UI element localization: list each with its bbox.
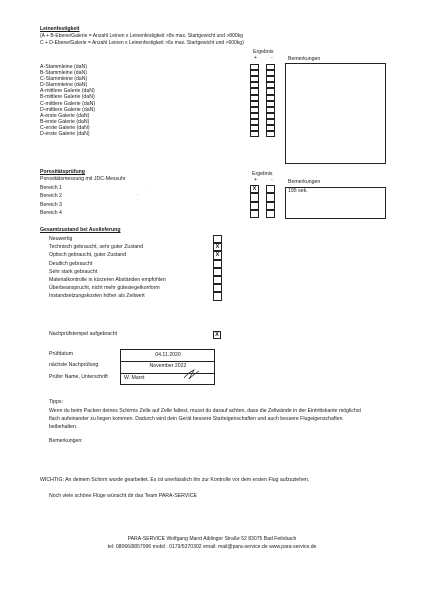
gesamt-item: Technisch gebraucht, sehr guter Zustand: [49, 244, 144, 251]
porositaet-plus-checkbox[interactable]: [250, 202, 259, 210]
gesamt-item: Deutlich gebraucht: [49, 260, 93, 267]
measurement-dots: ·: [147, 188, 149, 193]
porositaet-plus-checkbox[interactable]: [250, 193, 259, 201]
leinen-row: D-erste Galerie (daN): [40, 131, 90, 138]
leinen-row: D-Stammleine (daN): [40, 82, 88, 89]
section-title-gesamtzustand: Gesamtzustand bei Auslieferung: [40, 227, 121, 233]
tipps-title: Tipps:: [49, 399, 63, 405]
footer-address: PARA-SERVICE Wolfgang Marxt Aiblinger Straße 52 83075 Bad Feilnbach: [127, 536, 297, 542]
leinen-row: C-erste Galerie (daN): [40, 124, 90, 131]
porositaet-subtitle: Porositätsmessung mit JDC-Messuhr: [40, 176, 126, 182]
gesamt-checkbox[interactable]: [213, 276, 222, 284]
pruefer-name-value[interactable]: W. Marxt: [124, 375, 145, 381]
porositaet-plus-checkbox[interactable]: [250, 210, 259, 218]
formula-cd: C + D-Ebene/Galerie = Anzahl Leinen x Leinenfestigkeit >6x max. Startgewicht und >600kg): [40, 40, 244, 46]
leinen-row: B-mittlere Galerie (daN): [40, 94, 95, 101]
tipps-text-line: beibehalten.: [49, 424, 78, 430]
greeting-text: Noch viele schöne Flüge wünscht dir das Team PARA-SERVICE: [49, 493, 197, 499]
gesamt-item: Überbeansprucht, nicht mehr gütesiegelkonform: [49, 285, 160, 292]
stempel-label: Nachprüfstempel aufgebracht: [49, 331, 118, 337]
formula-ab: (A + B-Ebene/Galerie = Anzahl Leinen x Leinenfestigkeit >8x max. Startgewicht und >800kg: [40, 33, 243, 39]
gesamt-item: Neuwertig: [49, 236, 73, 242]
gesamt-item: Instandsetzungskosten höher als Zeitwert: [49, 293, 145, 300]
porositaet-minus: -: [271, 177, 273, 183]
porositaet-row: Bereich 2: [40, 193, 62, 200]
ergebnis-label: Ergebnis: [253, 49, 274, 55]
leinen-row: C-Stammleine (daN): [40, 76, 88, 83]
porositaet-plus-checkbox[interactable]: X: [250, 185, 259, 193]
leinen-row: C-mittlere Galerie (daN): [40, 100, 96, 107]
naechste-nachpruefung-label: nächste Nachprüfung: [49, 362, 99, 368]
porositaet-minus-checkbox[interactable]: [266, 185, 275, 193]
porositaet-row-list: [40, 184, 62, 217]
porositaet-minus-checkbox[interactable]: [266, 202, 275, 210]
gesamt-checkbox[interactable]: X: [213, 243, 222, 251]
porositaet-row: Bereich 1: [40, 185, 62, 191]
gesamt-item: Optisch gebraucht, guter Zustand: [49, 252, 126, 259]
porositaet-bemerkungen-label: Bemerkungen: [288, 179, 321, 185]
porositaet-remarks-box[interactable]: [285, 187, 386, 219]
porositaet-remark-text: 195 sek.: [288, 188, 308, 194]
leinen-remarks-box[interactable]: [285, 63, 386, 164]
gesamt-item: Materialkontrolle in kürzeren Abständen empfohlen: [49, 276, 166, 283]
pruefdatum-value[interactable]: 04.11.2020: [155, 352, 181, 358]
leinen-row: B-erste Galerie (daN): [40, 118, 90, 125]
stempel-checkbox[interactable]: X: [213, 331, 221, 339]
footer-contact: tel: 08066/8857996 mobil : 0179/5370302 email: mail@para-service.de www.para-service.de: [107, 544, 317, 550]
bemerkungen-label: Bemerkungen: [288, 56, 321, 62]
gesamt-checkbox[interactable]: [213, 292, 222, 300]
measurement-dots: · ·: [136, 192, 140, 197]
leinen-row: B-Stammleine (daN): [40, 70, 87, 77]
leinen-row: D-mittlere Galerie (daN): [40, 106, 96, 113]
pruefer-label: Prüfer Name, Unterschrift: [49, 374, 108, 380]
porositaet-row: Bereich 4: [40, 209, 62, 216]
gesamt-item-list: [49, 235, 166, 301]
bemerkungen-label: Bemerkungen:: [49, 438, 83, 444]
leinen-row-list: [40, 64, 95, 137]
signature-scribble: [140, 364, 210, 386]
pruefdatum-label: Prüfdatum: [49, 351, 73, 357]
gesamt-checkbox[interactable]: X: [213, 251, 222, 259]
minus-label: -: [271, 55, 273, 61]
gesamt-checkbox[interactable]: [213, 268, 222, 276]
porositaet-minus-checkbox[interactable]: [266, 193, 275, 201]
leinen-row: A-erste Galerie (daN): [40, 112, 90, 119]
tipps-text-line: flach aufeinander zu liegen kommen. Dadurch wird dein Gerät bessere Starteigenschaften und auch bessere Flugeigenschaften: [49, 416, 343, 422]
section-title-leinenfestigkeit: Leinenfestigkeit: [40, 26, 80, 32]
naechste-nachpruefung-value[interactable]: November 2022: [149, 363, 187, 369]
leinen-plus-checkbox[interactable]: [250, 131, 259, 137]
porositaet-minus-checkbox[interactable]: [266, 210, 275, 218]
gesamt-item: Sehr stark gebraucht: [49, 268, 98, 275]
gesamt-checkbox[interactable]: [213, 235, 222, 243]
leinen-minus-checkbox[interactable]: [266, 131, 275, 137]
plus-label: +: [254, 55, 258, 61]
porositaet-ergebnis-label: Ergebnis: [252, 171, 273, 177]
wichtig-note: WICHTIG: An deinem Schirm wurde gearbeitet. Es ist unerlässlich ihn zur Kontrolle vor dem ersten Flug aufzuziehen.: [40, 477, 310, 483]
gesamt-checkbox[interactable]: [213, 260, 222, 268]
divider: [121, 361, 215, 362]
gesamt-checkbox[interactable]: [213, 284, 222, 292]
leinen-row: A-mittlere Galerie (daN): [40, 88, 95, 95]
porositaet-plus: +: [254, 177, 258, 183]
leinen-row: A-Stammleine (daN): [40, 64, 87, 70]
tipps-text-line: Wenn du beim Packen deines Schirms Zelle auf Zelle faltest, musst du darauf achten, dass die Zellwände in der Eintrittskante möglichst: [49, 408, 361, 414]
section-title-porositaet: Porositätsprüfung: [40, 169, 85, 175]
porositaet-row: Bereich 3: [40, 201, 62, 208]
